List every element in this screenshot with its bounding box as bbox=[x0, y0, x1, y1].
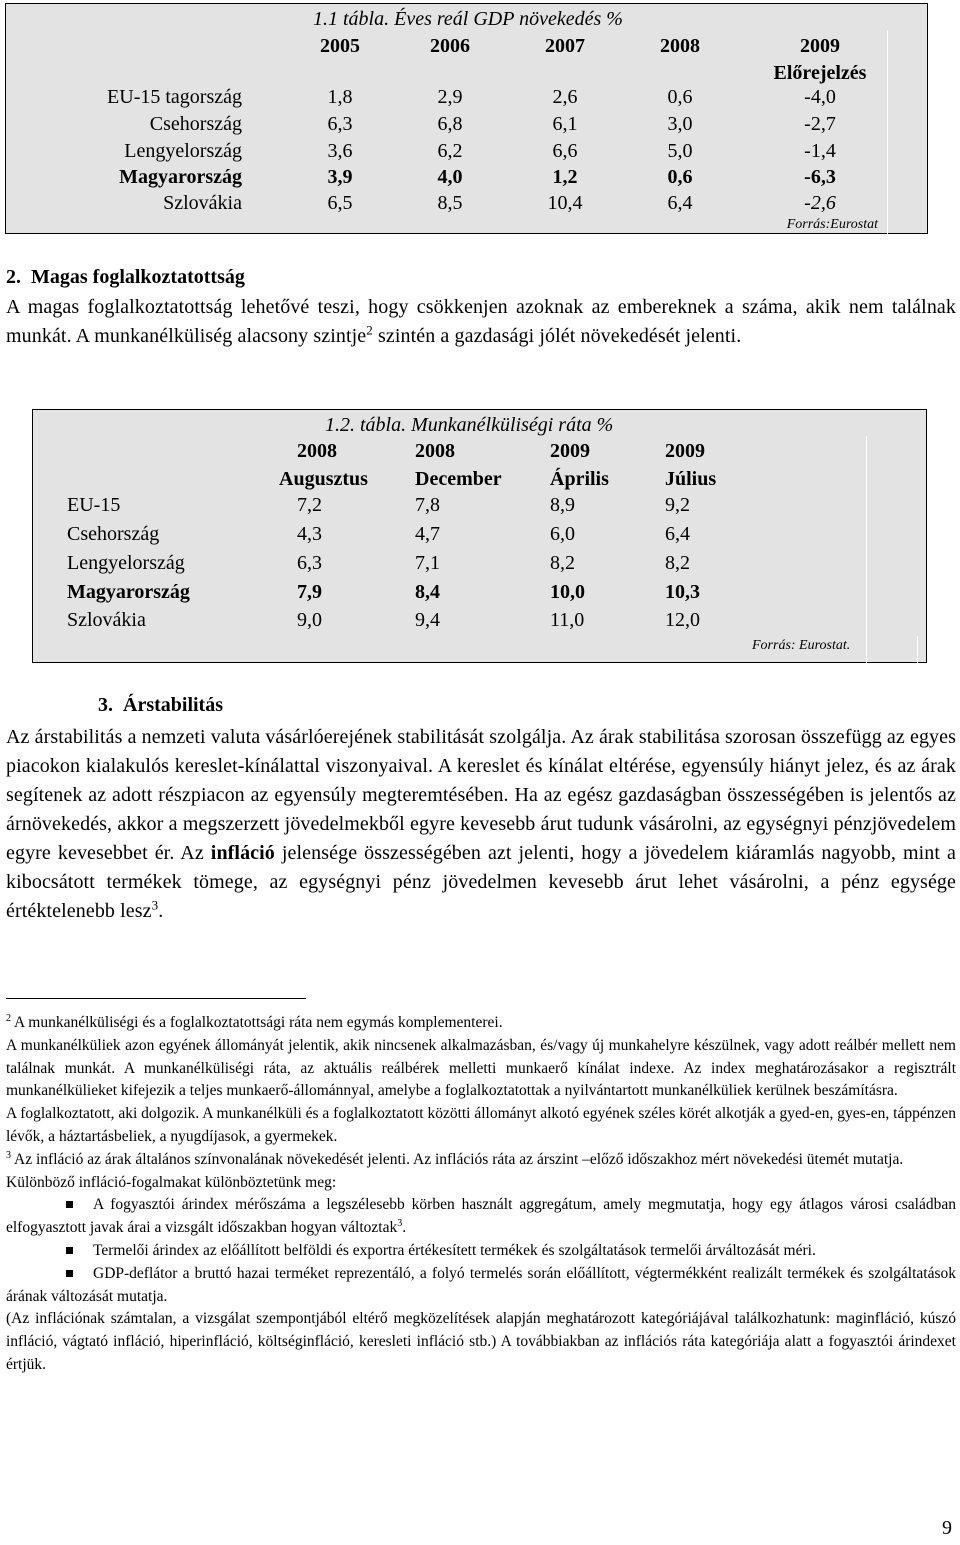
bullet-item: A fogyasztói árindex mérőszáma a legszélesebb körben használt aggregátum, amely megmutatja, hogy egy átlagos városi családban elfogyasztott javak árai a vizsgált időszakban hogyan változtak$^3$. bbox=[6, 1196, 956, 1237]
table1-cell: -2,6 bbox=[804, 192, 836, 214]
table2-divider bbox=[917, 636, 918, 663]
bullet-icon bbox=[66, 1270, 73, 1277]
table1-cell: 3,0 bbox=[667, 113, 693, 135]
table1-cell: -2,7 bbox=[804, 113, 836, 135]
table2-col-month: Április bbox=[550, 468, 609, 490]
table1-cell: 4,0 bbox=[437, 166, 463, 188]
table2-cell: 9,0 bbox=[297, 609, 322, 631]
table1-year-2007: 2007 bbox=[545, 35, 585, 57]
table1-year-2005: 2005 bbox=[320, 35, 360, 57]
table1-cell: 5,0 bbox=[667, 140, 693, 162]
table2-caption: 1.2. tábla. Munkanélküliségi ráta % bbox=[325, 414, 614, 436]
table2-row-label: Csehország bbox=[67, 523, 160, 545]
table2-cell: 8,2 bbox=[550, 552, 575, 574]
table2-cell: 7,8 bbox=[415, 494, 440, 516]
bullet-icon bbox=[66, 1247, 73, 1254]
table2-col-year: 2009 bbox=[665, 440, 705, 462]
table2-cell: 12,0 bbox=[665, 609, 700, 631]
table1-cell: 6,6 bbox=[552, 140, 578, 162]
table2-cell: 9,4 bbox=[415, 609, 440, 631]
table2-col-year: 2008 bbox=[297, 440, 337, 462]
table2-col-month: Július bbox=[665, 468, 717, 490]
table1-cell: 10,4 bbox=[547, 192, 583, 214]
table1-cell: -6,3 bbox=[804, 166, 836, 188]
table1-cell: 6,3 bbox=[327, 113, 353, 135]
bullet-item: Termelői árindex az előállított belföldi és exportra értékesített termékek és szolgáltatások termelői árváltozását méri. bbox=[6, 1240, 956, 1263]
table1-forecast-label: Előrejelzés bbox=[773, 62, 867, 84]
bullet-item: GDP-deflátor a bruttó hazai terméket reprezentáló, a folyó termelés során előállított, végtermékként realizált termékek és szolgáltatások árának változását mutatja. bbox=[6, 1264, 956, 1305]
table2-col-year: 2008 bbox=[415, 440, 455, 462]
table2-cell: 6,4 bbox=[665, 523, 690, 545]
table1-source: Forrás:Eurostat bbox=[786, 217, 878, 232]
table1-cell: 6,4 bbox=[667, 192, 693, 214]
table2-cell: 6,0 bbox=[550, 523, 575, 545]
table1-caption: 1.1 tábla. Éves reál GDP növekedés % bbox=[313, 8, 623, 30]
table2-col-month: Augusztus bbox=[279, 468, 368, 490]
table2-cell: 9,2 bbox=[665, 494, 690, 516]
table2-col-month: December bbox=[415, 468, 502, 490]
section3-paragraph: Az árstabilitás a nemzeti valuta vásárlóerejének stabilitását szolgálja. Az árak stabilitása szorosan összefügg az egyes piacokon kialakulós kereslet-kínálattal viszonyaival. A kereslet és kínálat eltérése, egyensúly hiányt jelez, és az árak segítenek az adott részpiacon az egyensúly megteremtésében. Ha az egész gazdaságban összességében is jelentős az árnövekedés, akkor a megszerzett jövedelmekből egyre kevesebb árut tudunk vásárolni, az egységnyi pénzjövedelem egyre kevesebbet ér. Az infláció jelensége összességében azt jelenti, hogy a jövedelem kiáramlás nagyobb, mint a kibocsátott termékek tömege, az egységnyi pénz jövedelmen kevesebb árut lehet vásárolni, a pénz egysége értéktelenebb lesz$^3$. bbox=[6, 726, 957, 922]
table1-cell: 0,6 bbox=[667, 166, 693, 188]
page-number: 9 bbox=[942, 1517, 952, 1539]
table1-row-label: Csehország bbox=[149, 113, 242, 135]
table2-divider bbox=[866, 436, 867, 663]
table1-row-label: Lengyelország bbox=[124, 140, 242, 162]
table1-cell: -4,0 bbox=[804, 86, 836, 108]
table2-cell: 7,9 bbox=[297, 581, 322, 603]
table1-row-label: EU-15 tagország bbox=[107, 86, 242, 108]
table2-cell: 4,3 bbox=[297, 523, 322, 545]
table2-col-year: 2009 bbox=[550, 440, 590, 462]
footnote-3-text: (Az inflációnak számtalan, a vizsgálat szempontjából eltérő megközelítések alapján meghatározott kategóriájával találkozhatunk: maginfláció, kúszó infláció, vágtató infláció, hiperinfláció, költséginfláció, keresleti infláció stb.) A továbbiakban az inflációs ráta kategóriája alatt a fogyasztói árindexet értjük. bbox=[6, 1310, 956, 1373]
footnote-2-text: A foglalkoztatott, aki dolgozik. A munkanélküli és a foglalkoztatott közötti állományt alkotó egyének széles körét alkotják a gyed-en, gyes-en, táppénzen lévők, a háztartásbeliek, a nyugdíjasok, a gyermekek. bbox=[6, 1105, 956, 1145]
table1-row-label: Szlovákia bbox=[163, 192, 242, 214]
table2-row-label: Lengyelország bbox=[67, 552, 185, 574]
section2-heading: 2. Magas foglalkoztatottság bbox=[6, 266, 245, 288]
table2-cell: 7,2 bbox=[297, 494, 322, 516]
table1-cell: 2,6 bbox=[552, 86, 578, 108]
table1-cell: 3,6 bbox=[327, 140, 353, 162]
table1-year-2009: 2009 bbox=[800, 35, 840, 57]
table2-row-label: Magyarország bbox=[67, 581, 190, 603]
table1-row-label: Magyarország bbox=[119, 166, 242, 188]
section2-paragraph: A magas foglalkoztatottság lehetővé teszi, hogy csökkenjen azoknak az embereknek a száma, akik nem találnak munkát. A munkanélküliség alacsony szintje$^2$ szintén a gazdasági jólét növekedését jelenti. bbox=[6, 296, 956, 347]
table2-cell: 11,0 bbox=[550, 609, 585, 631]
footnote-3-intro: Különböző infláció-fogalmakat különböztetünk meg: bbox=[6, 1173, 337, 1191]
table1-cell: 6,8 bbox=[437, 113, 463, 135]
table2-cell: 8,9 bbox=[550, 494, 575, 516]
bullet-icon bbox=[66, 1201, 73, 1208]
table2-cell: 8,2 bbox=[665, 552, 690, 574]
unemployment-table bbox=[32, 409, 927, 663]
table1-cell: 2,9 bbox=[437, 86, 463, 108]
table2-cell: 8,4 bbox=[415, 581, 440, 603]
footnote-2: $^2$ A munkanélküliségi és a foglalkoztatottsági ráta nem egymás komplementerei. bbox=[6, 1012, 503, 1031]
table2-source: Forrás: Eurostat. bbox=[752, 638, 851, 653]
inflation-term: infláció bbox=[210, 842, 275, 864]
table1-cell: 6,2 bbox=[437, 140, 463, 162]
table1-cell: 3,9 bbox=[327, 166, 353, 188]
table2-cell: 10,3 bbox=[665, 581, 700, 603]
table1-cell: 1,2 bbox=[552, 166, 578, 188]
table1-year-2006: 2006 bbox=[430, 35, 470, 57]
footnote-2-text: A munkanélküliek azon egyének állományát jelentik, akik nincsenek alkalmazásban, és/vagy új munkahelyre készülnek, vagy adott reálbér mellett nem találnak munkát. A munkanélküliségi ráta, az aktuális reálbérek melletti munkaerő kínálat indexe. Az index meghatározásakor a regisztrált munkanélkülieket kifejezik a teljes munkaerő-állománnyal, amelybe a foglalkoztatottak a nyilvántartott munkanélküliek kerülnek beszámításra. bbox=[6, 1036, 956, 1100]
table2-cell: 10,0 bbox=[550, 581, 585, 603]
footnotes bbox=[6, 1012, 956, 1377]
table1-cell: 8,5 bbox=[437, 192, 463, 214]
table1-divider bbox=[887, 30, 888, 234]
table1-cell: 6,1 bbox=[552, 113, 578, 135]
table2-cell: 7,1 bbox=[415, 552, 440, 574]
section3-heading: 3. Árstabilitás bbox=[98, 694, 223, 716]
table1-cell: 6,5 bbox=[327, 192, 353, 214]
table2-cell: 4,7 bbox=[415, 523, 440, 545]
footnote-ref: 2 bbox=[366, 322, 373, 338]
footnote-3: $^3$ Az infláció az árak általános színvonalának növekedését jelenti. Az inflációs ráta az árszint –előző időszakhoz mért növekedési ütemét mutatja. bbox=[6, 1149, 904, 1168]
footnote-ref: 3 bbox=[151, 897, 159, 913]
table1-cell: 1,8 bbox=[327, 86, 353, 108]
table1-year-2008: 2008 bbox=[660, 35, 700, 57]
table1-cell: 0,6 bbox=[667, 86, 693, 108]
table2-row-label: Szlovákia bbox=[67, 609, 146, 631]
table2-row-label: EU-15 bbox=[67, 494, 121, 516]
table1-cell: -1,4 bbox=[804, 140, 836, 162]
footnote-separator bbox=[6, 998, 306, 999]
table2-cell: 6,3 bbox=[297, 552, 322, 574]
